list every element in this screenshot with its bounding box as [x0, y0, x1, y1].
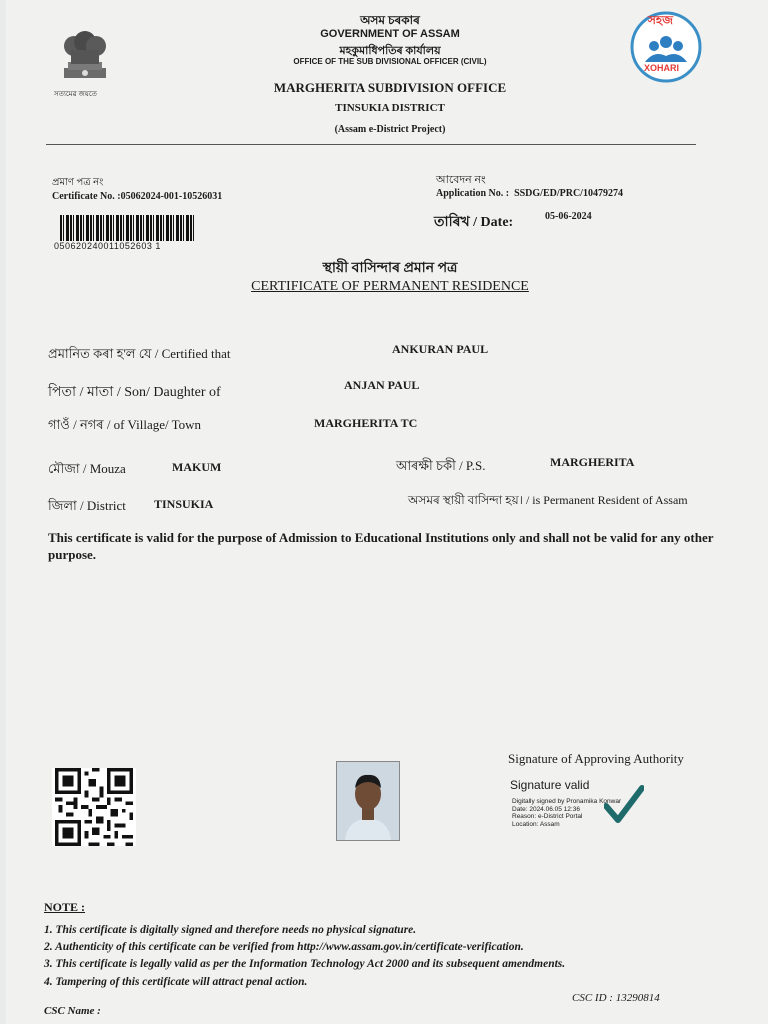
certificate-page	[6, 0, 768, 1024]
emblem-caption: সত্যমেৱ জয়তে	[54, 90, 97, 98]
note-item-1: 1. This certificate is digitally signed and therefore needs no physical signature.	[44, 924, 417, 936]
header-divider	[46, 144, 696, 145]
office-assamese: মহকুমাধিপতিৰ কাৰ্যালয়	[339, 45, 441, 57]
app-no-assamese: আবেদন নং	[436, 174, 486, 186]
cert-no: Certificate No. :05062024-001-10526031	[52, 191, 223, 202]
signature-authority: Signature of Approving Authority	[508, 751, 684, 766]
logo-text: সহজ	[648, 13, 673, 27]
date-value: 05-06-2024	[545, 211, 592, 222]
parent-value: ANJAN PAUL	[344, 378, 420, 392]
qr-code	[52, 768, 136, 846]
ps-value: MARGHERITA	[550, 455, 635, 469]
validity-text: This certificate is valid for the purpose of Admission to Educational Institutions only and shall not be valid for any other purpose.	[48, 530, 714, 562]
barcode-text: 050620240011052603 1	[54, 241, 161, 251]
date-label: তাৰিখ / Date:	[434, 215, 514, 230]
note-item-2: 2. Authenticity of this certificate can be verified from http://www.assam.gov.in/certificate-verification.	[44, 941, 524, 953]
village-label: গাওঁ / নগৰ / of Village/ Town	[48, 417, 202, 432]
title-english: CERTIFICATE OF PERMANENT RESIDENCE	[251, 279, 529, 294]
csc-id: CSC ID : 13290814	[572, 992, 660, 1004]
village-value: MARGHERITA TC	[314, 416, 418, 430]
parent-label: পিতা / মাতা / Son/ Daughter of	[48, 385, 221, 400]
govt-assamese: অসম চৰকাৰ	[360, 13, 420, 27]
govt-title: GOVERNMENT OF ASSAM	[320, 28, 460, 40]
ps-label: আৰক্ষী চকী / P.S.	[396, 458, 486, 473]
mouza-value: MAKUM	[172, 460, 222, 474]
barcode	[60, 215, 194, 241]
app-no: Application No. : SSDG/ED/PRC/10479274	[436, 188, 623, 199]
certified-label: প্ৰমানিত কৰা হ'ল যে / Certified that	[48, 346, 231, 361]
csc-name: CSC Name :	[44, 1005, 101, 1017]
signature-valid: Signature valid	[510, 778, 590, 792]
signature-details: Digitally signed by Pronamika Konwar Date: 2024.06.05 12:36 Reason: e-District Portal Location: Assam	[512, 798, 622, 828]
mouza-label: মৌজা / Mouza	[48, 461, 126, 476]
note-heading: NOTE :	[44, 900, 86, 914]
note-item-3: 3. This certificate is legally valid as per the Information Technology Act 2000 and its subsequent amendments.	[44, 958, 566, 970]
note-item-4: 4. Tampering of this certificate will attract penal action.	[44, 976, 308, 988]
applicant-photo	[336, 761, 400, 841]
cert-no-assamese: প্ৰমাণ পত্ৰ নং	[52, 177, 104, 188]
office-title: OFFICE OF THE SUB DIVISIONAL OFFICER (CIVIL)	[293, 57, 487, 66]
resident-label: অসমৰ স্থায়ী বাসিন্দা হয়। / is Permanent Resident of Assam	[408, 493, 688, 507]
title-assamese: স্থায়ী বাসিন্দাৰ প্ৰমান পত্ৰ	[322, 261, 458, 276]
district-value: TINSUKIA	[154, 497, 214, 511]
subdivision-title: MARGHERITA SUBDIVISION OFFICE	[273, 80, 507, 95]
district-label: জিলা / District	[48, 498, 126, 513]
logo-name: XOHARI	[644, 63, 680, 73]
name-value: ANKURAN PAUL	[392, 342, 489, 356]
project-title: (Assam e-District Project)	[334, 124, 446, 135]
district-title: TINSUKIA DISTRICT	[335, 102, 445, 114]
